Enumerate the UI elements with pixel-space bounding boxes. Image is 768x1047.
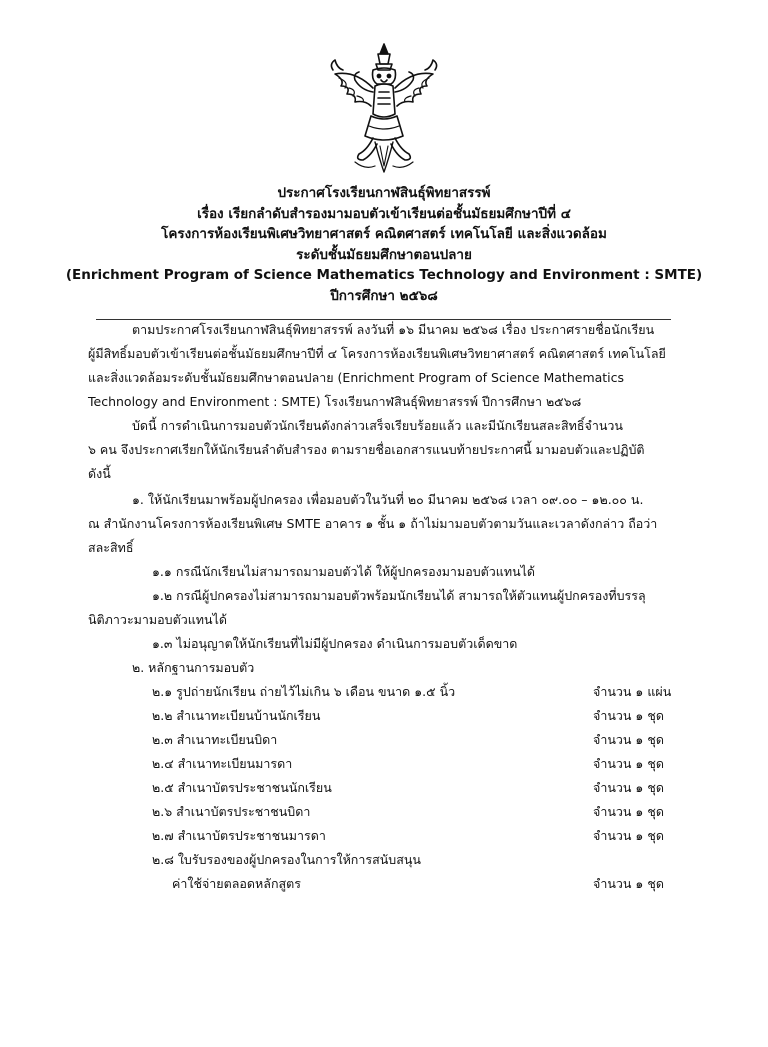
sub-item-1-1: ๑.๑ กรณีนักเรียนไม่สามารถมามอบตัวได้ ให้ผู้ปกครองมามอบตัวแทนได้ [152,564,536,579]
document-item-label: ๒.๖ สำเนาบัตรประชาชนบิดา [152,804,311,819]
document-item-amount: จำนวน ๑ ชุด [593,708,664,723]
intro-line: และสิ่งแวดล้อมระดับชั้นมัธยมศึกษาตอนปลาย (Enrichment Program of Science Mathematics [88,370,625,385]
document-item-label: ๒.๕ สำเนาบัตรประชาชนนักเรียน [152,780,332,795]
document-item-amount: จำนวน ๑ แผ่น [593,684,672,699]
document-item-label: ๒.๓ สำเนาทะเบียนบิดา [152,732,278,747]
header-divider [96,319,671,320]
header-level: ระดับชั้นมัธยมศึกษาตอนปลาย [296,246,472,263]
intro-line: Technology and Environment : SMTE) โรงเรียนกาฬสินธุ์พิทยาสรรพ์ ปีการศึกษา ๒๕๖๘ [88,394,582,409]
para2-line: บัดนี้ การดำเนินการมอบตัวนักเรียนดังกล่าวเสร็จเรียบร้อยแล้ว และมีนักเรียนสละสิทธิ์จำนวน [132,418,623,433]
header-program: โครงการห้องเรียนพิเศษวิทยาศาสตร์ คณิตศาสตร์ เทคโนโลยี และสิ่งแวดล้อม [161,226,607,242]
intro-line: ตามประกาศโรงเรียนกาฬสินธุ์พิทยาสรรพ์ ลงวันที่ ๑๖ มีนาคม ๒๕๖๘ เรื่อง ประกาศรายชื่อนักเรียน [132,322,655,337]
header-academic-year: ปีการศึกษา ๒๕๖๘ [330,287,438,304]
document-item-amount: จำนวน ๑ ชุด [593,780,664,795]
intro-line: ผู้มีสิทธิ์มอบตัวเข้าเรียนต่อชั้นมัธยมศึกษาปีที่ ๔ โครงการห้องเรียนพิเศษวิทยาศาสตร์ คณิตศาสตร์ เทคโนโลยี [88,346,666,361]
document-item-label: ๒.๒ สำเนาทะเบียนบ้านนักเรียน [152,708,321,723]
sub-item-1-3: ๑.๓ ไม่อนุญาตให้นักเรียนที่ไม่มีผู้ปกครอง ดำเนินการมอบตัวเด็ดขาด [152,636,518,651]
sub-item-1-2: ๑.๒ กรณีผู้ปกครองไม่สามารถมามอบตัวพร้อมนักเรียนได้ สามารถให้ตัวแทนผู้ปกครองที่บรรลุ [152,588,646,603]
announcement-header [60,183,708,306]
document-item-amount: จำนวน ๑ ชุด [593,732,664,747]
para2-line: ๖ คน จึงประกาศเรียกให้นักเรียนลำดับสำรอง ตามรายชื่อเอกสารแนบท้ายประกาศนี้ มามอบตัวและปฏิบัติ [88,442,645,457]
document-item-label: ๒.๑ รูปถ่ายนักเรียน ถ่ายไว้ไม่เกิน ๖ เดือน ขนาด ๑.๕ นิ้ว [152,684,456,699]
header-subject: เรื่อง เรียกลำดับสำรองมามอบตัวเข้าเรียนต่อชั้นมัธยมศึกษาปีที่ ๔ [197,205,571,222]
document-item-label: ๒.๘ ใบรับรองของผู้ปกครองในการให้การสนับสนุน [152,852,421,867]
document-item-label-cont: ค่าใช้จ่ายตลอดหลักสูตร [172,876,301,891]
header-school: ประกาศโรงเรียนกาฬสินธุ์พิทยาสรรพ์ [277,185,491,201]
item2-title: ๒. หลักฐานการมอบตัว [132,660,255,675]
item1-line: ๑. ให้นักเรียนมาพร้อมผู้ปกครอง เพื่อมอบตัวในวันที่ ๒๐ มีนาคม ๒๕๖๘ เวลา ๐๙.๐๐ – ๑๒.๐๐ น. [132,492,644,507]
header-program-english: (Enrichment Program of Science Mathematics Technology and Environment : SMTE) [65,267,703,283]
document-item-amount: จำนวน ๑ ชุด [593,828,664,843]
sub-item-1-2-cont: นิติภาวะมามอบตัวแทนได้ [88,612,227,627]
para2-line: ดังนี้ [88,466,111,481]
document-item-amount: จำนวน ๑ ชุด [593,804,664,819]
document-item-label: ๒.๔ สำเนาทะเบียนมารดา [152,756,293,771]
document-item-amount: จำนวน ๑ ชุด [593,756,664,771]
document-item-amount: จำนวน ๑ ชุด [593,876,664,891]
document-item-label: ๒.๗ สำเนาบัตรประชาชนมารดา [152,828,326,843]
garuda-emblem-icon [325,40,443,180]
item1-line: ณ สำนักงานโครงการห้องเรียนพิเศษ SMTE อาคาร ๑ ชั้น ๑ ถ้าไม่มามอบตัวตามวันและเวลาดังกล่าว ถือว่า [88,516,658,531]
item1-line: สละสิทธิ์ [88,540,134,555]
